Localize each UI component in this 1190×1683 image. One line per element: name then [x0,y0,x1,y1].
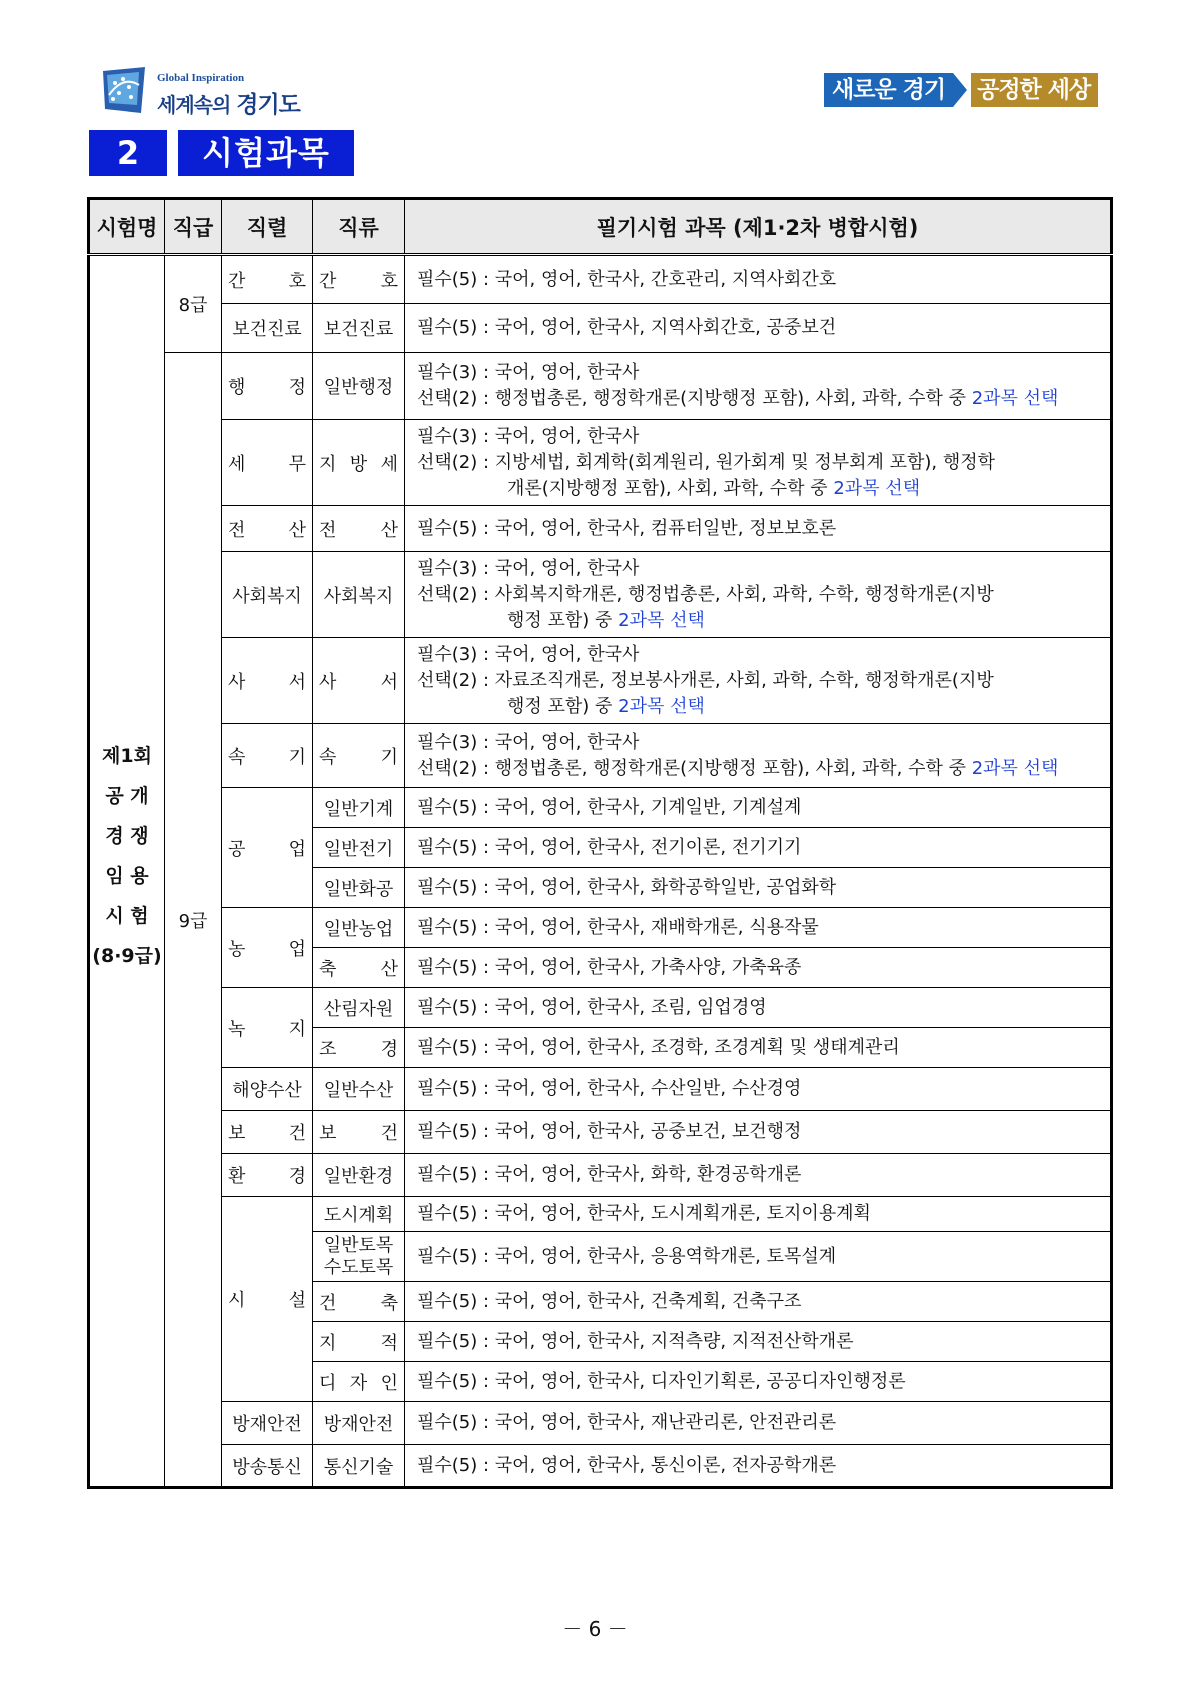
series-cell [222,420,313,506]
slogan-part-2: 공정한 세상 [971,73,1098,107]
series-label [222,267,312,293]
label-part: 무 [288,453,306,475]
subject-text: 행정 포함) 중 [507,695,619,717]
series-cell [222,788,313,908]
elective-count-highlight: 2과목 선택 [618,695,705,717]
subject-line [417,360,1098,386]
track-label: 일반환경 [323,1166,394,1187]
table-row [89,304,1112,353]
track-cell [313,506,405,552]
label-part: 축 [380,1292,398,1314]
track-label: 일반기계 [323,798,394,820]
subjects-cell [405,1402,1112,1445]
track-cell [313,1068,405,1111]
subject-text: 필수(5) : 국어, 영어, 한국사, 도시계획개론, 토지이용계획 [417,1203,871,1224]
section-number: 2 [89,130,167,176]
series-label: 사회복지 [232,585,302,607]
subject-line [417,694,1098,720]
elective-count-highlight: 2과목 선택 [971,388,1059,409]
subject-text: 필수(5) : 국어, 영어, 한국사, 수산일반, 수산경영 [417,1078,802,1099]
subject-text: 필수(5) : 국어, 영어, 한국사, 조경학, 조경계획 및 생태계관리 [417,1036,900,1058]
series-cell [222,506,313,552]
slogan-part-1: 새로운 경기 [824,73,953,107]
label-part: 녹 [228,1018,246,1040]
track-label: 통신기술 [323,1456,394,1478]
series-cell [222,1445,313,1488]
label-part: 산 [380,519,398,541]
track-label: 방재안전 [323,1414,394,1435]
subjects-cell [405,1322,1112,1362]
label-part: 지 [319,1332,337,1354]
track-label [313,1035,404,1061]
track-label [313,955,404,981]
label-part: 업 [288,938,306,960]
label-part: 설 [288,1290,306,1311]
subjects-cell [405,506,1112,552]
subject-text: 필수(5) : 국어, 영어, 한국사, 재배학개론, 식용작물 [417,916,819,938]
subjects-cell [405,1028,1112,1068]
exam-name-line: 시 험 [105,905,149,927]
subjects-cell [405,304,1112,353]
track-label: 일반전기 [323,838,394,860]
track-label [313,743,404,769]
track-label: 보건진료 [323,319,394,340]
track-cell [313,1322,405,1362]
subject-text: 필수(5) : 국어, 영어, 한국사, 가축사양, 가축육종 [417,956,802,978]
subject-line [417,267,1098,293]
subject-line [417,875,1098,901]
label-part: 전 [228,519,246,541]
subject-line [417,1076,1098,1102]
track-cell [313,638,405,724]
subject-line [417,1329,1098,1355]
subjects-cell [405,1282,1112,1322]
series-label: 방송통신 [232,1456,302,1478]
track-cell [313,552,405,638]
track-cell [313,420,405,506]
track-label-2: 수도토목 [323,1256,394,1278]
series-cell [222,988,313,1068]
subject-text: 필수(5) : 국어, 영어, 한국사, 공중보건, 보건행정 [417,1121,802,1142]
series-label [222,373,312,399]
subjects-cell [405,552,1112,638]
track-cell [313,724,405,788]
subjects-cell [405,420,1112,506]
subject-line [417,795,1098,821]
subjects-cell [405,868,1112,908]
subject-text: 행정 포함) 중 [507,609,619,631]
exam-name-cell [89,255,165,1488]
subject-line [417,424,1098,450]
subject-line [417,756,1098,782]
track-label [313,267,404,293]
subjects-cell [405,1111,1112,1154]
subject-text: 선택(2) : 자료조직개론, 정보봉사개론, 사회, 과학, 수학, 행정학개론(지방 [417,669,994,691]
label-part: 산 [288,519,306,541]
logo-tagline: Global Inspiration [157,72,245,84]
subject-line [417,1289,1098,1315]
subject-line [417,582,1098,608]
subject-text: 필수(5) : 국어, 영어, 한국사, 전기이론, 전기기기 [417,836,802,858]
series-label [222,743,312,769]
subject-text: 필수(3) : 국어, 영어, 한국사 [417,557,640,579]
table-row [89,988,1112,1028]
track-cell [313,868,405,908]
subject-text: 필수(5) : 국어, 영어, 한국사, 지역사회간호, 공중보건 [417,317,837,338]
label-part: 세 [228,453,246,475]
header-grade: 직급 [165,199,222,255]
subject-text: 선택(2) : 행정법총론, 행정학개론(지방행정 포함), 사회, 과학, 수학 중 [417,757,972,779]
subjects-cell [405,1154,1112,1197]
subjects-cell [405,1362,1112,1402]
track-label [313,1329,404,1355]
subject-text: 필수(5) : 국어, 영어, 한국사, 지적측량, 지적전산학개론 [417,1330,854,1352]
track-label [313,516,404,542]
track-cell [313,1402,405,1445]
subject-line [417,835,1098,861]
table-row [89,353,1112,420]
page-number: － 6 － [562,1617,628,1641]
track-label: 일반수산 [323,1080,394,1101]
series-cell [222,638,313,724]
label-part: 사 [228,671,246,693]
track-cell [313,988,405,1028]
subjects-cell [405,1232,1112,1282]
subject-text: 필수(3) : 국어, 영어, 한국사 [417,362,640,383]
subject-line [417,955,1098,981]
subject-line [417,450,1098,476]
table-row [89,1197,1112,1232]
track-cell [313,828,405,868]
subject-text: 선택(2) : 사회복지학개론, 행정법총론, 사회, 과학, 수학, 행정학개론(지방 [417,583,994,605]
track-label [313,1369,404,1395]
subject-line [417,1162,1098,1188]
label-part: 사 [319,671,337,693]
subjects-cell [405,353,1112,420]
series-cell [222,1111,313,1154]
slogan-banner [824,72,1098,108]
label-part: 지 [288,1018,306,1040]
subjects-cell [405,788,1112,828]
track-cell [313,908,405,948]
elective-count-highlight: 2과목 선택 [618,609,705,631]
label-part: 세 [380,453,398,475]
exam-subjects-table [87,197,1113,1489]
label-part: 산 [380,958,398,980]
label-part: 전 [319,519,337,541]
track-cell [313,255,405,304]
subjects-cell [405,948,1112,988]
series-cell [222,353,313,420]
label-part: 기 [288,746,306,768]
exam-name-line: 제1회 [102,745,152,767]
label-part: 기 [380,746,398,768]
series-cell [222,304,313,353]
table-row [89,506,1112,552]
exam-name-line: 경 쟁 [105,825,149,847]
subject-text: 필수(3) : 국어, 영어, 한국사 [417,425,640,447]
track-cell [313,1111,405,1154]
logo-name: 세계속의 경기도 [157,92,300,118]
track-label: 일반토목 [323,1234,394,1256]
subjects-cell [405,1197,1112,1232]
subject-line [417,915,1098,941]
subject-line [417,386,1098,412]
label-part: 건 [288,1123,306,1144]
series-cell [222,552,313,638]
subject-line [417,1119,1098,1145]
subject-line [417,315,1098,341]
track-cell [313,1445,405,1488]
label-part: 농 [228,938,246,960]
label-part: 보 [319,1123,337,1144]
header-subjects: 필기시험 과목 (제1·2차 병합시험) [405,199,1112,255]
label-part: 보 [228,1123,246,1144]
series-label [222,668,312,694]
label-part: 간 [319,270,337,292]
track-label: 일반행정 [323,377,394,398]
series-label [222,1286,312,1312]
label-part: 호 [380,270,398,292]
slogan-arrow-icon [953,73,967,107]
track-cell [313,948,405,988]
subject-line [417,1453,1098,1479]
track-cell [313,1282,405,1322]
subject-text: 선택(2) : 지방세법, 회계학(회계원리, 원가회계 및 정부회계 포함), 행정학 [417,451,996,473]
label-part: 조 [319,1038,337,1060]
series-label [222,450,312,476]
series-label: 해양수산 [232,1080,302,1101]
label-part: 건 [380,1123,398,1144]
subject-line [417,1410,1098,1436]
series-label [222,1162,312,1188]
subjects-cell [405,988,1112,1028]
subject-line [417,668,1098,694]
table-row [89,1111,1112,1154]
label-part: 방 [349,453,368,475]
subjects-cell [405,255,1112,304]
series-cell [222,724,313,788]
track-cell [313,1197,405,1232]
series-cell [222,908,313,988]
track-label [313,1289,404,1315]
table-row [89,255,1112,304]
subjects-cell [405,1068,1112,1111]
label-part: 건 [319,1292,337,1314]
subject-text: 필수(5) : 국어, 영어, 한국사, 통신이론, 전자공학개론 [417,1454,837,1476]
label-part: 자 [349,1372,368,1394]
track-cell [313,788,405,828]
track-label: 산림자원 [323,998,394,1020]
header-exam-name: 시험명 [89,199,165,255]
subject-text: 개론(지방행정 포함), 사회, 과학, 수학 중 [507,477,834,499]
subject-text: 필수(5) : 국어, 영어, 한국사, 조림, 임업경영 [417,996,767,1018]
header-track: 직류 [313,199,405,255]
track-cell [313,1232,405,1282]
table-row [89,638,1112,724]
track-cell [313,304,405,353]
series-cell [222,255,313,304]
subject-line [417,642,1098,668]
label-part: 행 [228,377,246,398]
track-label: 도시계획 [323,1205,394,1226]
label-part: 경 [288,1166,306,1187]
subject-line [417,1244,1098,1270]
subject-line [417,516,1098,542]
subject-text: 필수(5) : 국어, 영어, 한국사, 간호관리, 지역사회간호 [417,268,837,290]
subjects-cell [405,1445,1112,1488]
track-label [313,1119,404,1145]
series-label [222,516,312,542]
label-part: 속 [319,746,337,768]
gyeonggi-emblem-icon [101,65,147,115]
track-label: 일반농업 [323,918,394,940]
header-series: 직렬 [222,199,313,255]
grade-8-cell: 8급 [165,255,222,353]
series-label [222,835,312,861]
table-row [89,1154,1112,1197]
label-part: 환 [228,1166,246,1187]
subject-line [417,608,1098,634]
subject-line [417,556,1098,582]
subject-line [417,476,1098,502]
subject-text: 필수(5) : 국어, 영어, 한국사, 응용역학개론, 토목설계 [417,1245,837,1267]
table-row [89,908,1112,948]
track-label: 일반화공 [323,878,394,900]
label-part: 공 [228,838,246,860]
series-label: 보건진료 [232,319,302,340]
track-cell [313,1362,405,1402]
label-part: 업 [288,838,306,860]
section-title: 시험과목 [178,130,354,176]
track-cell [313,353,405,420]
label-part: 시 [228,1290,246,1311]
subject-line [417,1035,1098,1061]
table-header-row [89,199,1112,255]
label-part: 디 [319,1372,337,1394]
grade-9-cell: 9급 [165,353,222,1488]
series-label: 방재안전 [232,1414,302,1435]
table-row [89,1445,1112,1488]
label-part: 인 [380,1372,398,1394]
subject-text: 필수(5) : 국어, 영어, 한국사, 기계일반, 기계설계 [417,796,802,818]
table-row [89,788,1112,828]
subject-text: 필수(3) : 국어, 영어, 한국사 [417,643,640,665]
track-cell [313,1028,405,1068]
label-part: 축 [319,958,337,980]
subjects-cell [405,638,1112,724]
subject-text: 필수(5) : 국어, 영어, 한국사, 화학, 환경공학개론 [417,1164,802,1185]
track-label [313,450,404,476]
series-label [222,935,312,961]
series-cell [222,1154,313,1197]
table-row [89,552,1112,638]
subjects-cell [405,828,1112,868]
label-part: 지 [319,453,337,475]
elective-count-highlight: 2과목 선택 [971,757,1059,779]
subject-line [417,1201,1098,1227]
subject-text: 필수(3) : 국어, 영어, 한국사 [417,731,640,753]
label-part: 정 [288,377,306,398]
series-label [222,1119,312,1145]
subject-text: 필수(5) : 국어, 영어, 한국사, 디자인기획론, 공공디자인행정론 [417,1370,906,1392]
label-part: 간 [228,270,246,292]
series-cell [222,1402,313,1445]
label-part: 호 [288,270,306,292]
subject-text: 선택(2) : 행정법총론, 행정학개론(지방행정 포함), 사회, 과학, 수학 중 [417,388,972,409]
table-row [89,724,1112,788]
subjects-cell [405,724,1112,788]
track-label [313,668,404,694]
label-part: 서 [288,671,306,693]
logo-gyeonggi [101,62,300,118]
subjects-cell [405,908,1112,948]
exam-name-line: 임 용 [105,865,149,887]
subject-text: 필수(5) : 국어, 영어, 한국사, 화학공학일반, 공업화학 [417,876,837,898]
track-label: 사회복지 [323,585,394,607]
series-label [222,1015,312,1041]
label-part: 서 [380,671,398,693]
label-part: 적 [380,1332,398,1354]
subject-text: 필수(5) : 국어, 영어, 한국사, 건축계획, 건축구조 [417,1290,802,1312]
table-row [89,420,1112,506]
exam-name-line: 공 개 [105,785,149,807]
series-cell [222,1068,313,1111]
table-row [89,1068,1112,1111]
subject-line [417,730,1098,756]
subject-line [417,1369,1098,1395]
table-row [89,1402,1112,1445]
track-cell [313,1154,405,1197]
subject-text: 필수(5) : 국어, 영어, 한국사, 재난관리론, 안전관리론 [417,1412,837,1433]
series-cell [222,1197,313,1402]
label-part: 속 [228,746,246,768]
label-part: 경 [380,1038,398,1060]
exam-name-line: (8·9급) [92,945,162,967]
subject-text: 필수(5) : 국어, 영어, 한국사, 컴퓨터일반, 정보보호론 [417,517,837,539]
subject-line [417,995,1098,1021]
elective-count-highlight: 2과목 선택 [833,477,921,499]
